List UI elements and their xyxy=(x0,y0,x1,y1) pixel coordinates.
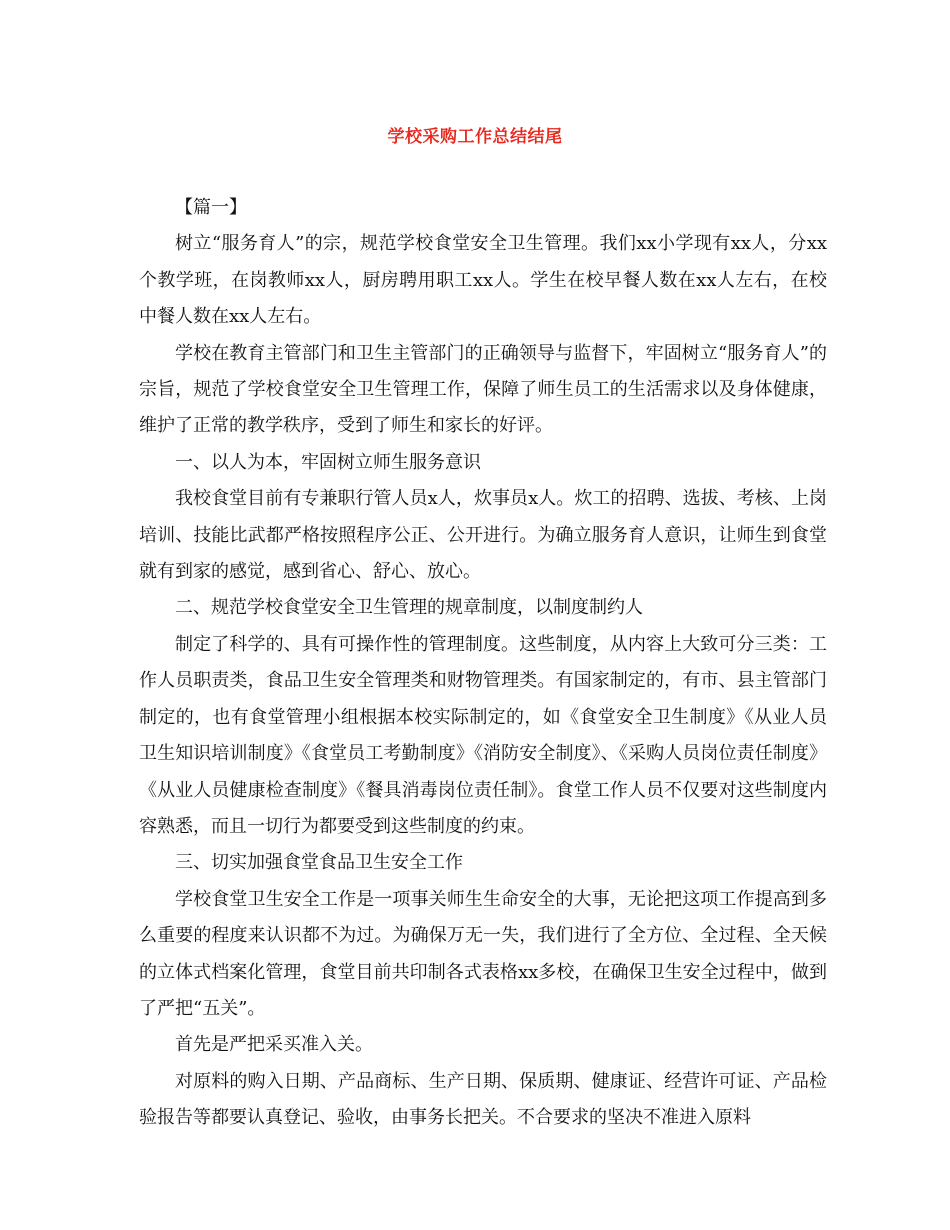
section-heading: 三、切实加强食堂食品卫生安全工作 xyxy=(175,852,463,874)
paragraph: 树立“服务育人”的宗，规范学校食堂安全卫生管理。我们xx小学现有xx人，分xx个教学班，在岗教师xx人，厨房聘用职工xx人。学生在校早餐人数在xx人左右，在校中餐人数在xx人左右。 xyxy=(139,233,827,328)
section-heading: 一、以人为本，牢固树立师生服务意识 xyxy=(175,451,481,473)
paragraph: 对原料的购入日期、产品商标、生产日期、保质期、健康证、经营许可证、产品检验报告等都要认真登记、验收，由事务长把关。不合要求的坚决不准进入原料 xyxy=(139,1070,827,1129)
paragraph: 制定了科学的、具有可操作性的管理制度。这些制度，从内容上大致可分三类：工作人员职责类，食品卫生安全管理类和财物管理类。有国家制定的，有市、县主管部门制定的，也有食堂管理小组根据本校实际制定的，如《食堂安全卫生制度》《从业人员卫生知识培训制度》《食堂员工考勤制度》《消防安全制度》、《采购人员岗位责任制度》《从业人员健康检查制度》《餐具消毒岗位责任制》。食堂工作人员不仅要对这些制度内容熟悉，而且一切行为都要受到这些制度的约束。 xyxy=(139,633,827,837)
paragraph: 学校在教育主管部门和卫生主管部门的正确领导与监督下，牢固树立“服务育人”的宗旨，规范了学校食堂安全卫生管理工作，保障了师生员工的生活需求以及身体健康，维护了正常的教学秩序，受到了师生和家长的好评。 xyxy=(139,342,827,437)
document-body xyxy=(139,190,827,1137)
paragraph: 学校食堂卫生安全工作是一项事关师生生命安全的大事，无论把这项工作提高到多么重要的程度来认识都不为过。为确保万无一失，我们进行了全方位、全过程、全天候的立体式档案化管理，食堂目前共印制各式表格xx多校，在确保卫生安全过程中，做到了严把“五关”。 xyxy=(139,888,827,1019)
document-title: 学校采购工作总结结尾 xyxy=(387,127,563,147)
section-label: 【篇一】 xyxy=(175,197,247,218)
paragraph: 我校食堂目前有专兼职行管人员x人，炊事员x人。炊工的招聘、选拔、考核、上岗培训、技能比武都严格按照程序公正、公开进行。为确立服务育人意识，让师生到食堂就有到家的感觉，感到省心、舒心、放心。 xyxy=(139,488,827,583)
paragraph: 首先是严把采买准入关。 xyxy=(175,1034,373,1056)
section-heading: 二、规范学校食堂安全卫生管理的规章制度，以制度制约人 xyxy=(175,597,643,619)
